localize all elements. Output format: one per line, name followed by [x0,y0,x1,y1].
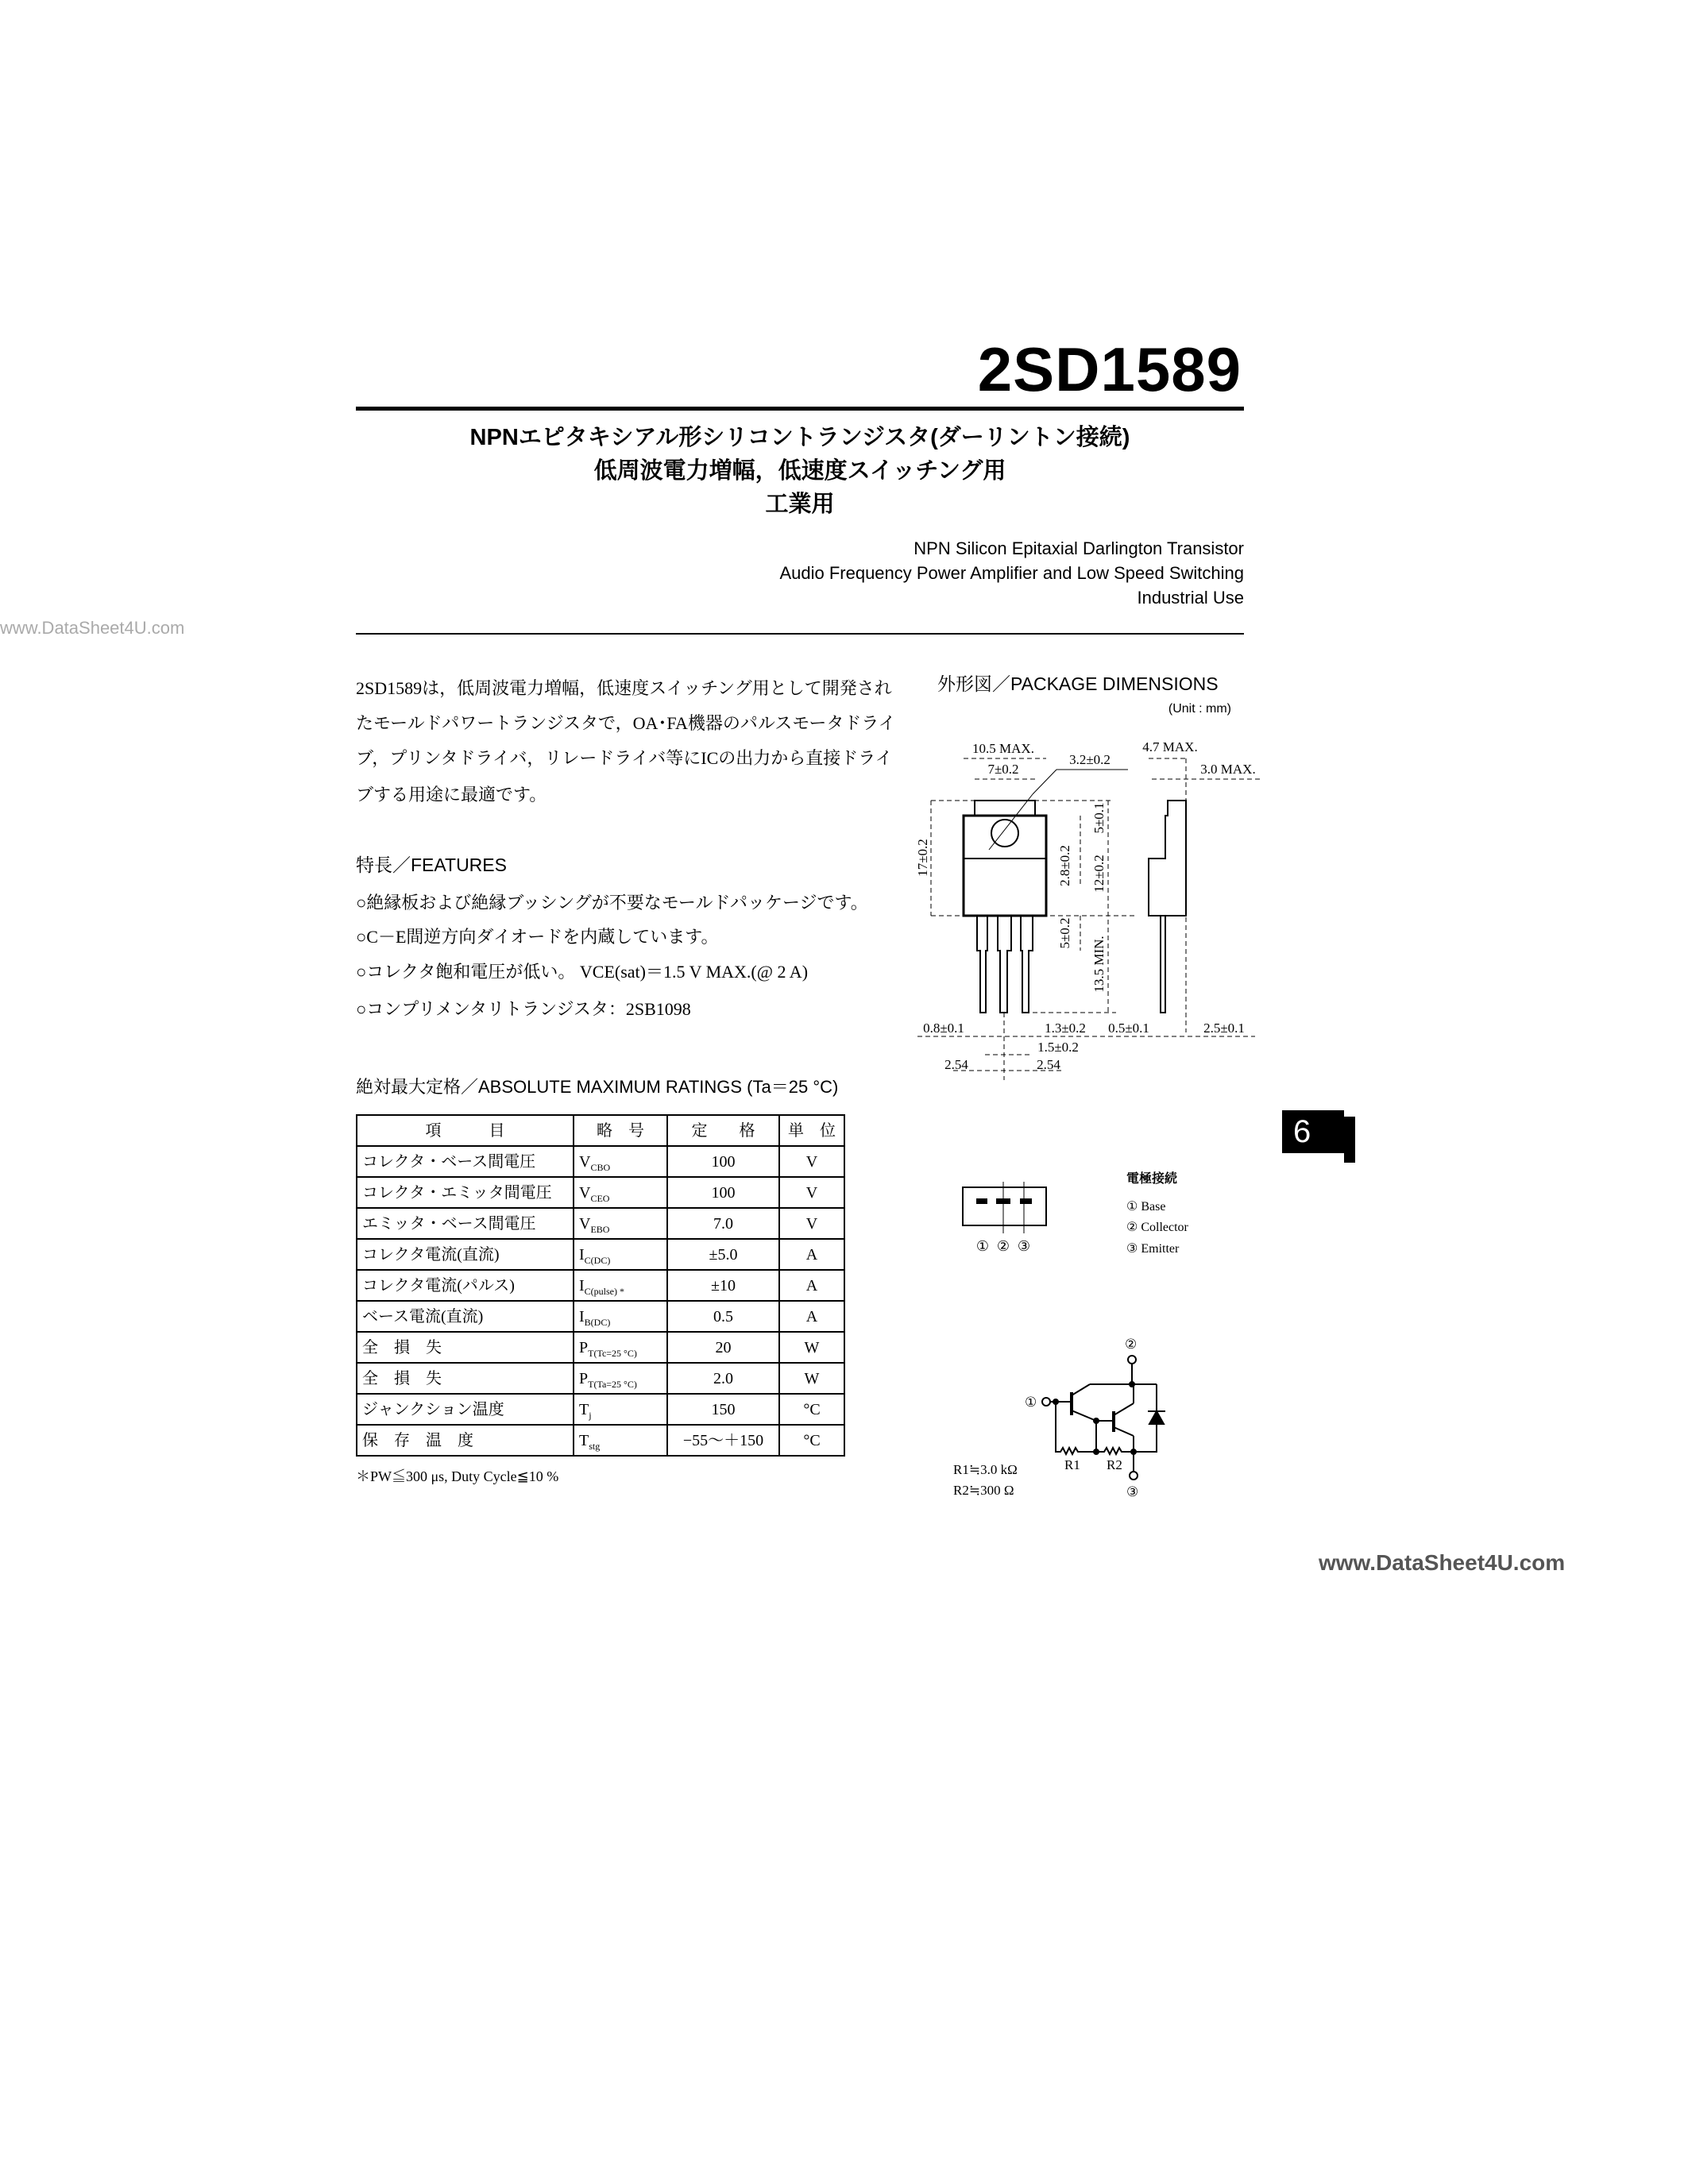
jp-title-line-3: 工業用 [765,492,835,517]
dim-width: 10.5 MAX. [972,741,1034,756]
rating-value: 2.0 [667,1363,779,1394]
rating-value: 150 [667,1394,779,1425]
jp-title-line-1: NPNエピタキシアル形シリコントランジスタ(ダーリントン接続) [469,425,1130,450]
col-header: 単 位 [779,1115,844,1146]
side-lead [1161,916,1165,1013]
symbol-sub: T(Tc=25 °C) [588,1347,637,1359]
symbol-main: I [579,1276,585,1295]
watermark-left: www.DataSheet4U.com [0,618,185,638]
ratings-heading: 絶対最大定格／ABSOLUTE MAXIMUM RATINGS (Ta＝25 °C) [356,1077,839,1097]
symbol-main: P [579,1338,589,1356]
r2-label: R2 [1107,1457,1122,1472]
dim-height: 17±0.2 [915,839,930,877]
r1-label: R1 [1064,1457,1080,1472]
dim-pitch: 2.54 [944,1057,968,1072]
col-header: 略 号 [574,1115,667,1146]
watermark-bottom: www.DataSheet4U.com [1319,1550,1566,1575]
rating-unit: A [779,1270,844,1301]
circuit-collector-label: ② [1125,1337,1138,1352]
rating-item: コレクタ・ベース間電圧 [357,1146,574,1177]
mounting-hole [991,820,1018,847]
rating-item: ベース電流(直流) [357,1301,574,1332]
r1-value: R1≒3.0 kΩ [953,1462,1018,1477]
dim-pitch: 2.54 [1037,1057,1060,1072]
jp-title-line-2: 低周波電力増幅，低速度スイッチング用 [593,458,1006,484]
symbol-sub: EBO [590,1223,610,1235]
pin-num: ① [975,1238,990,1254]
feature-item: ○コンプリメンタリトランジスタ：2SB1098 [356,999,691,1019]
symbol-sub: C(DC) [584,1254,611,1266]
rating-unit: V [779,1146,844,1177]
pin-legend-collector: ② Collector [1126,1221,1188,1234]
rating-value: ±5.0 [667,1239,779,1270]
dim-lead-wide: 5±0.2 [1057,917,1072,949]
rating-item: コレクタ電流(パルス) [357,1270,574,1301]
rating-unit: V [779,1177,844,1208]
circuit-emitter-label: ③ [1126,1484,1139,1499]
pin-num: ② [996,1238,1010,1254]
lead-3 [1021,916,1033,1013]
part-number-title: 2SD1589 [977,334,1242,404]
symbol-main: V [579,1183,591,1202]
dim-lead-t: 0.8±0.1 [923,1021,964,1036]
dim-side: 2.5±0.1 [1203,1021,1245,1036]
rating-value: ±10 [667,1270,779,1301]
rating-unit: W [779,1332,844,1363]
symbol-main: V [579,1214,591,1233]
rating-item: コレクタ電流(直流) [357,1239,574,1270]
section-tab: 6 [1282,1110,1344,1153]
symbol-sub: j [589,1409,592,1421]
darlington-circuit [1042,1356,1165,1480]
dim-lead-w1: 1.3±0.2 [1045,1021,1086,1036]
rating-value: −55～＋150 [667,1425,779,1456]
intro-line: たモールドパワートランジスタで，OA･FA機器のパルスモータドライ [356,713,896,733]
intro-line: ブする用途に最適です。 [356,785,547,805]
lead-1 [977,916,987,1013]
front-body [964,816,1046,916]
feature-item: ○コレクタ飽和電圧が低い。 VCE(sat)＝1.5 V MAX.(@ 2 A) [356,962,809,982]
symbol-sub: stg [589,1440,601,1452]
rating-unit: °C [779,1394,844,1425]
ratings-footnote: ＊PW≦300 μs, Duty Cycle≦10 % [356,1468,559,1484]
symbol-sub: T(Ta=25 °C) [588,1378,637,1390]
symbol-main: I [579,1307,585,1325]
rating-value: 100 [667,1177,779,1208]
en-title-line-2: Audio Frequency Power Amplifier and Low Speed Switching [779,563,1244,583]
symbol-sub: CEO [590,1192,610,1204]
rating-item: 全 損 失 [357,1363,574,1394]
pin-legend-emitter: ③ Emitter [1126,1242,1180,1256]
rating-item: 保 存 温 度 [357,1425,574,1456]
symbol-main: T [579,1400,589,1418]
feature-item: ○C－E間逆方向ダイオードを内蔵しています。 [356,927,719,947]
dim-tab-height: 5±0.1 [1091,802,1107,834]
dim-depth2: 3.0 MAX. [1200,762,1256,777]
rating-value: 0.5 [667,1301,779,1332]
dim-tab-width: 7±0.2 [987,762,1019,777]
intro-line: 2SD1589は，低周波電力増幅，低速度スイッチング用として開発され [356,678,892,698]
rating-unit: A [779,1239,844,1270]
dim-hole: 3.2±0.2 [1069,752,1111,767]
rating-item: コレクタ・エミッタ間電圧 [357,1177,574,1208]
symbol-sub: C(pulse) * [584,1285,624,1297]
side-body [1149,801,1186,916]
rating-value: 7.0 [667,1208,779,1239]
pin-view-body [963,1187,1046,1225]
features-heading: 特長／FEATURES [356,855,507,875]
rating-unit: °C [779,1425,844,1456]
package-unit: (Unit : mm) [1168,702,1231,716]
col-header: 項 目 [357,1115,574,1146]
rating-item: ジャンクション温度 [357,1394,574,1425]
dim-depth: 4.7 MAX. [1142,739,1198,754]
symbol-main: I [579,1245,585,1264]
pins-heading: 電極接続 [1126,1172,1178,1186]
rating-item: 全 損 失 [357,1332,574,1363]
feature-item: ○絶縁板および絶縁ブッシングが不要なモールドパッケージです。 [356,893,868,913]
dim-lead-w2: 1.5±0.2 [1037,1040,1079,1055]
dim-hole-pos: 2.8±0.2 [1057,845,1072,886]
pin-legend-base: ① Base [1126,1200,1166,1214]
rating-unit: A [779,1301,844,1332]
package-heading: 外形図／PACKAGE DIMENSIONS [937,673,1219,694]
symbol-sub: CBO [590,1161,611,1173]
symbol-main: T [579,1431,589,1449]
dim-lead-length: 13.5 MIN. [1091,936,1107,993]
col-header: 定 格 [667,1115,779,1146]
rating-item: エミッタ・ベース間電圧 [357,1208,574,1239]
dim-body-height: 12±0.2 [1091,855,1107,893]
rating-value: 20 [667,1332,779,1363]
en-title-line-3: Industrial Use [1137,588,1244,608]
circuit-base-label: ① [1025,1395,1037,1410]
rating-value: 100 [667,1146,779,1177]
symbol-main: P [579,1369,589,1387]
dim-lead-thickness: 0.5±0.1 [1108,1021,1149,1036]
pin-num: ③ [1017,1238,1031,1254]
symbol-sub: B(DC) [584,1316,611,1328]
rating-unit: W [779,1363,844,1394]
symbol-main: V [579,1152,591,1171]
r2-value: R2≒300 Ω [953,1483,1014,1498]
rating-unit: V [779,1208,844,1239]
lead-2 [998,916,1011,1013]
en-title-line-1: NPN Silicon Epitaxial Darlington Transistor [914,538,1244,558]
intro-line: ブ，プリンタドライバ，リレードライバ等にICの出力から直接ドライ [356,748,893,768]
